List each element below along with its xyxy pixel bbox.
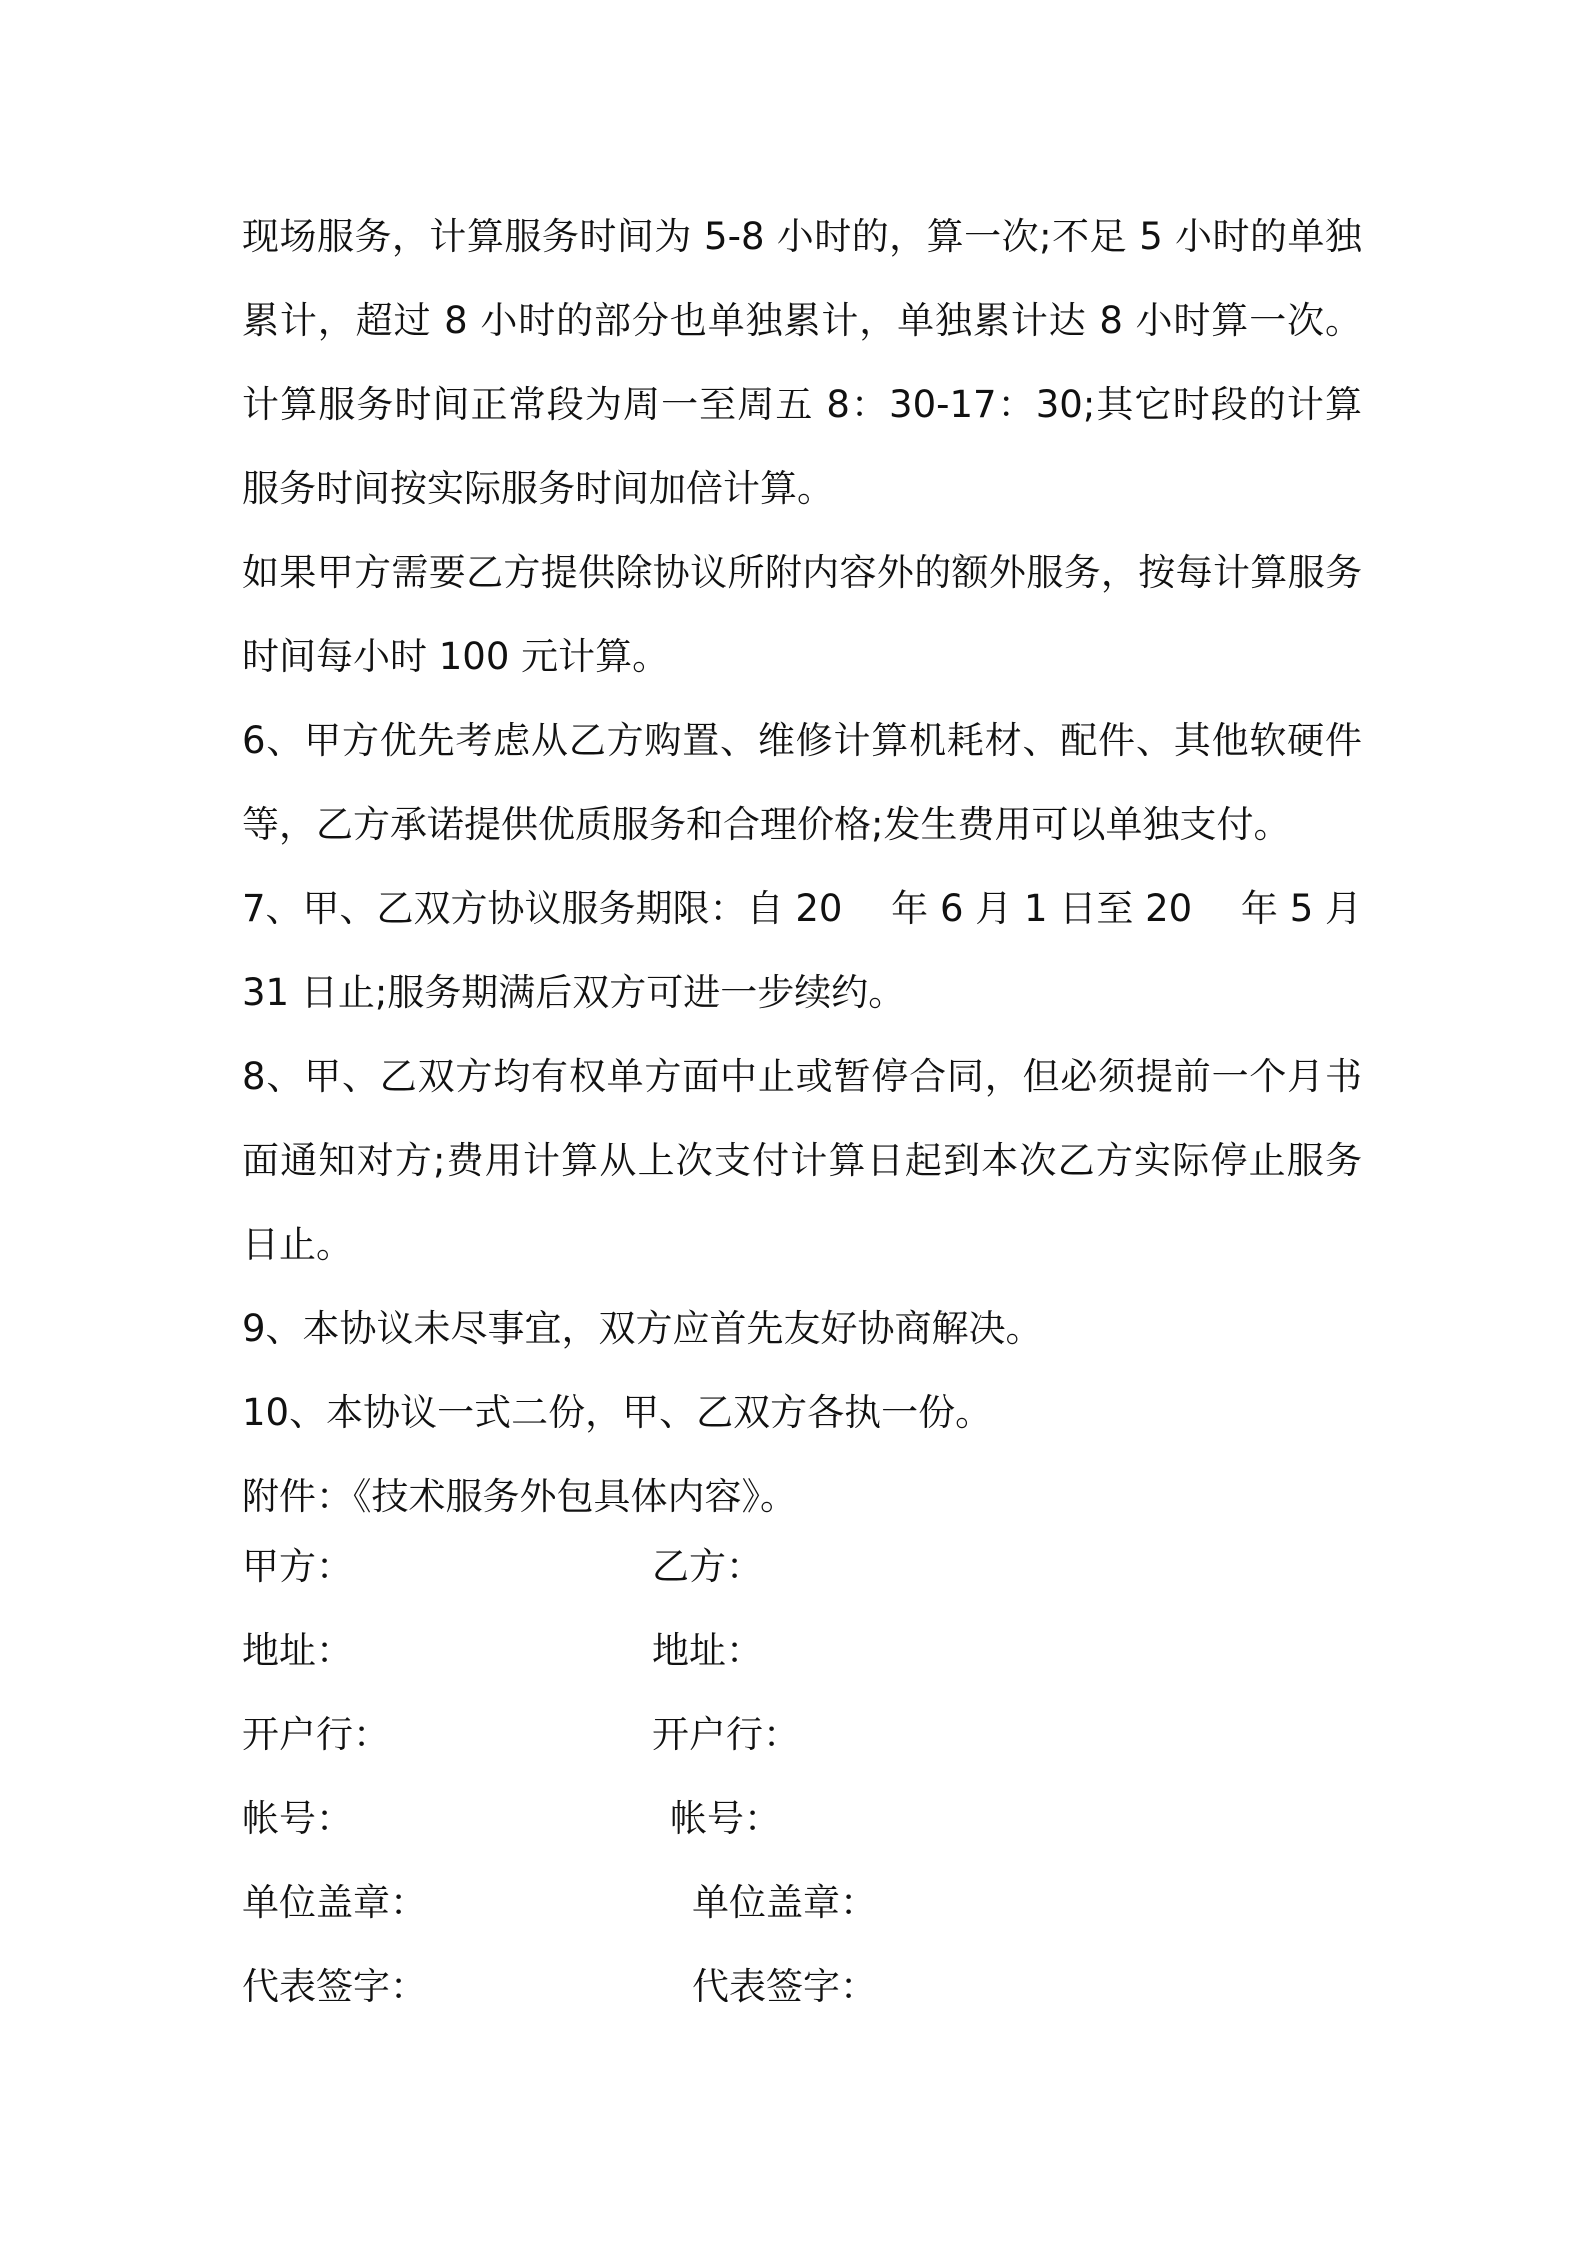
signature-block	[242, 1525, 1362, 2029]
party-a-label: 甲方：	[242, 1545, 353, 1588]
signature-row-representative	[242, 1945, 1362, 2029]
paragraph-clause-7: 7、甲、乙双方协议服务期限：自 20 年 6 月 1 日至 20 年 5 月 31 日止;服务期满后双方可进一步续约。	[242, 887, 1362, 1014]
address-a-label: 地址：	[242, 1629, 353, 1672]
paragraph-extra-service: 如果甲方需要乙方提供除协议所附内容外的额外服务，按每计算服务时间每小时 100 元计算。	[242, 551, 1362, 678]
document-body	[242, 195, 1362, 1539]
paragraph-attachment: 附件：《技术服务外包具体内容》。	[242, 1475, 797, 1518]
rep-b-label: 代表签字：	[692, 1965, 877, 2008]
address-b-label: 地址：	[652, 1629, 763, 1672]
paragraph-clause-9: 9、本协议未尽事宜，双方应首先友好协商解决。	[242, 1307, 1043, 1350]
account-a-label: 帐号：	[242, 1797, 353, 1840]
signature-row-address	[242, 1609, 1362, 1693]
paragraph-clause-8: 8、甲、乙双方均有权单方面中止或暂停合同，但必须提前一个月书面通知对方;费用计算从上次支付计算日起到本次乙方实际停止服务日止。	[242, 1055, 1362, 1266]
paragraph-onsite-service: 现场服务，计算服务时间为 5-8 小时的，算一次;不足 5 小时的单独累计，超过 8 小时的部分也单独累计，单独累计达 8 小时算一次。计算服务时间正常段为周一至周五 8：30-17：30;其它时段的计算服务时间按实际服务时间加倍计算。	[242, 215, 1362, 510]
signature-row-account	[242, 1777, 1362, 1861]
signature-row-party	[242, 1525, 1362, 1609]
party-b-label: 乙方：	[652, 1545, 763, 1588]
paragraph-clause-6: 6、甲方优先考虑从乙方购置、维修计算机耗材、配件、其他软硬件等，乙方承诺提供优质服务和合理价格;发生费用可以单独支付。	[242, 719, 1362, 846]
signature-row-bank	[242, 1693, 1362, 1777]
bank-b-label: 开户行：	[652, 1713, 800, 1756]
seal-a-label: 单位盖章：	[242, 1881, 427, 1924]
bank-a-label: 开户行：	[242, 1713, 390, 1756]
rep-a-label: 代表签字：	[242, 1965, 427, 2008]
seal-b-label: 单位盖章：	[692, 1881, 877, 1924]
account-b-label: 帐号：	[670, 1797, 781, 1840]
signature-row-seal	[242, 1861, 1362, 1945]
paragraph-clause-10: 10、本协议一式二份，甲、乙双方各执一份。	[242, 1391, 993, 1434]
